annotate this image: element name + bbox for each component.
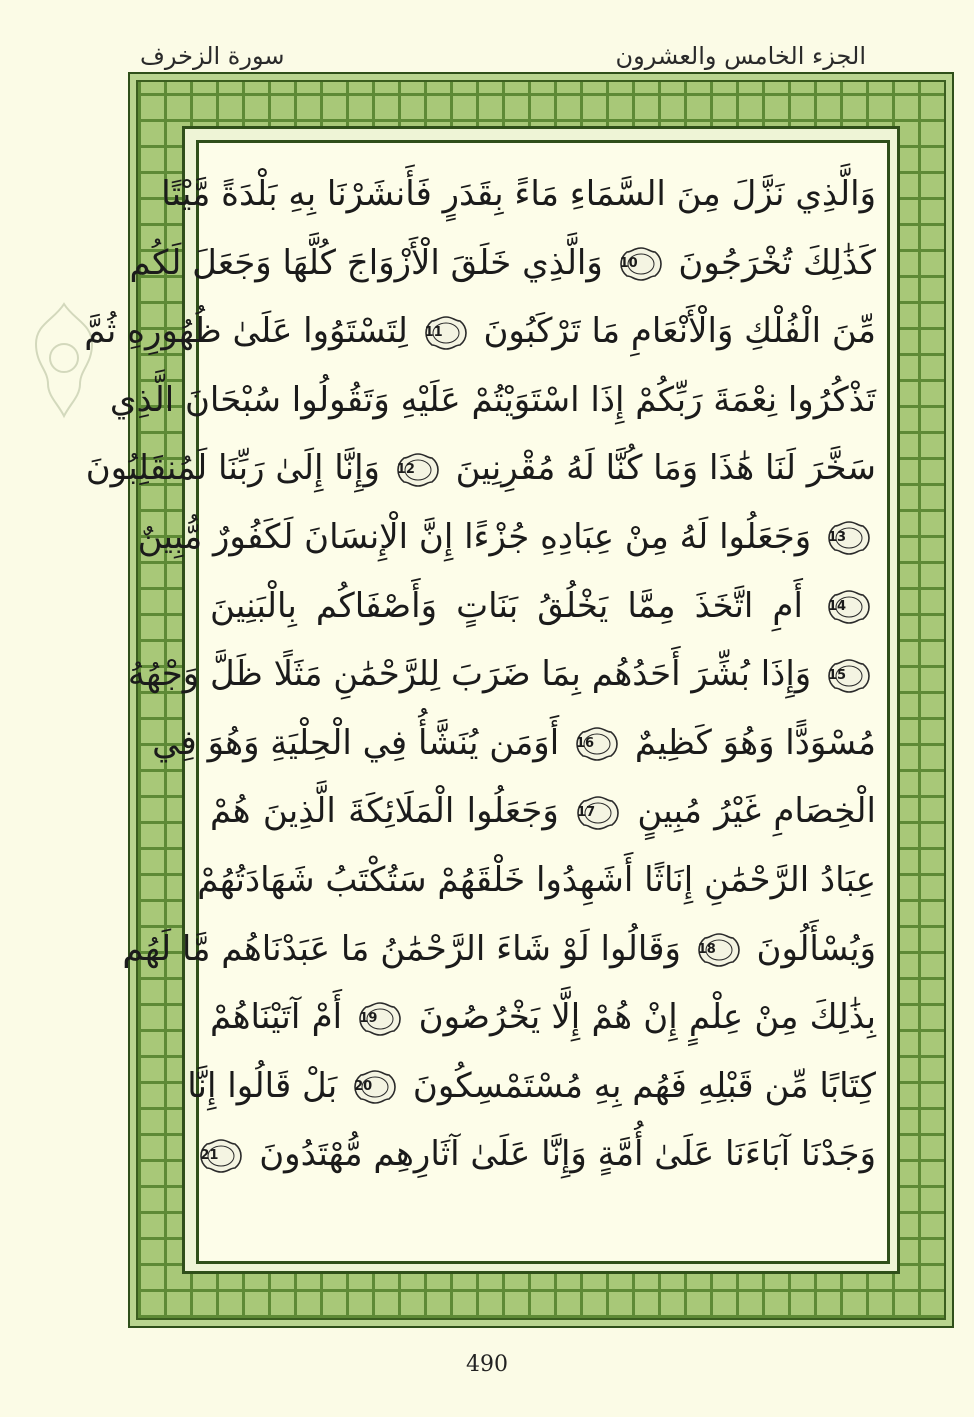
verse-text: وَإِنَّا إِلَىٰ رَبِّنَا لَمُنقَلِبُونَ — [85, 448, 380, 489]
verse-text: تَذْكُرُوا نِعْمَةَ رَبِّكُمْ إِذَا اسْتَوَيْتُمْ عَلَيْهِ وَتَقُولُوا سُبْحَانَ الَّذِي — [109, 379, 876, 420]
verse-line — [161, 160, 886, 229]
ayah-number: 18 — [697, 942, 716, 958]
verse-text: مُسْوَدًّا وَهُوَ كَظِيمٌ — [634, 722, 876, 763]
ayah-number: 14 — [828, 599, 847, 615]
ayah-number: 16 — [576, 736, 595, 752]
verse-text: وَالَّذِي نَزَّلَ مِنَ السَّمَاءِ مَاءً بِقَدَرٍ فَأَنشَرْنَا بِهِ بَلْدَةً مَّيْتًا — [161, 174, 876, 214]
verse-text: الْخِصَامِ غَيْرُ مُبِينٍ — [637, 791, 876, 832]
verse-line — [84, 297, 886, 366]
verse-text: بَلْ قَالُوا إِنَّا — [187, 1065, 338, 1106]
verse-text: وَالَّذِي خَلَقَ الْأَزْوَاجَ كُلَّهَا وَجَعَلَ لَكُم — [129, 242, 603, 283]
ayah-number-marker — [359, 1002, 401, 1036]
verse-text: وَجَدْنَا آبَاءَنَا عَلَىٰ أُمَّةٍ وَإِنَّا عَلَىٰ آثَارِهِم مُّهْتَدُونَ — [259, 1134, 876, 1175]
verse-line — [137, 503, 886, 572]
verse-line — [187, 1052, 886, 1121]
verse-text: وَقَالُوا لَوْ شَاءَ الرَّحْمَٰنُ مَا عَبَدْنَاهُم مَّا لَهُم — [122, 928, 681, 969]
verse-text: كَذَٰلِكَ تُخْرَجُونَ — [678, 242, 876, 283]
verse-line — [109, 366, 886, 435]
verse-text: وَجَعَلُوا الْمَلَائِكَةَ الَّذِينَ هُمْ — [210, 791, 559, 832]
ayah-number-marker — [698, 933, 740, 967]
ayah-number: 15 — [828, 667, 847, 683]
page-number: 490 — [466, 1352, 508, 1377]
verse-line — [129, 229, 886, 298]
ayah-number-marker — [828, 521, 870, 555]
verses-block — [84, 160, 886, 1189]
ayah-number: 10 — [619, 256, 638, 272]
ayah-number-marker — [828, 590, 870, 624]
ayah-number-marker — [397, 453, 439, 487]
verse-text: وَإِذَا بُشِّرَ أَحَدُهُم بِمَا ضَرَبَ لِلرَّحْمَٰنِ مَثَلًا ظَلَّ وَجْهُهُ — [127, 654, 812, 695]
juz-name-header: الجزء الخامس والعشرون — [615, 42, 866, 70]
verse-text: مِّنَ الْفُلْكِ وَالْأَنْعَامِ مَا تَرْكَبُونَ — [483, 311, 876, 352]
ayah-number: 12 — [396, 461, 415, 477]
verse-line — [200, 777, 886, 846]
ayah-number-marker — [620, 247, 662, 281]
verse-text: وَجَعَلُوا لَهُ مِنْ عِبَادِهِ جُزْءًا إِنَّ الْإِنسَانَ لَكَفُورٌ مُّبِينٌ — [137, 516, 812, 557]
ayah-number: 21 — [200, 1147, 219, 1163]
verse-line — [85, 434, 886, 503]
ayah-number-marker — [200, 1139, 242, 1173]
verse-line — [127, 640, 886, 709]
verse-text: سَخَّرَ لَنَا هَٰذَا وَمَا كُنَّا لَهُ مُقْرِنِينَ — [455, 448, 876, 489]
verse-text: وَيُسْأَلُونَ — [756, 928, 876, 969]
ayah-number: 13 — [828, 530, 847, 546]
verse-text: كِتَابًا مِّن قَبْلِهِ فَهُم بِهِ مُسْتَمْسِكُونَ — [412, 1065, 876, 1106]
verse-line — [200, 983, 886, 1052]
verse-text: بِذَٰلِكَ مِنْ عِلْمٍ إِنْ هُمْ إِلَّا يَخْرُصُونَ — [418, 997, 877, 1038]
verse-text: لِتَسْتَوُوا عَلَىٰ ظُهُورِهِ ثُمَّ — [84, 311, 408, 352]
ayah-number-marker — [577, 796, 619, 830]
ayah-number: 20 — [354, 1079, 373, 1095]
ayah-number-marker — [576, 727, 618, 761]
ayah-number-marker — [354, 1070, 396, 1104]
verse-text: أَمْ آتَيْنَاهُمْ — [210, 997, 343, 1038]
ayah-number-marker — [425, 316, 467, 350]
verse-text: أَمِ اتَّخَذَ مِمَّا يَخْلُقُ بَنَاتٍ وَأَصْفَاكُم بِالْبَنِينَ — [210, 585, 803, 626]
ayah-number: 11 — [424, 324, 443, 340]
surah-name-header: سورة الزخرف — [140, 42, 285, 70]
ayah-number: 17 — [577, 804, 596, 820]
verse-line — [122, 915, 886, 984]
verse-text: عِبَادُ الرَّحْمَٰنِ إِنَاثًا أَشَهِدُوا خَلْقَهُمْ سَتُكْتَبُ شَهَادَتُهُمْ — [197, 859, 876, 900]
verse-line — [200, 572, 886, 641]
verse-line — [197, 846, 886, 915]
verse-text: أَوَمَن يُنَشَّأُ فِي الْحِلْيَةِ وَهُوَ فِي — [152, 722, 560, 763]
verse-line — [152, 709, 886, 778]
verse-line — [200, 1120, 886, 1189]
ayah-number: 19 — [359, 1010, 378, 1026]
ayah-number-marker — [828, 659, 870, 693]
